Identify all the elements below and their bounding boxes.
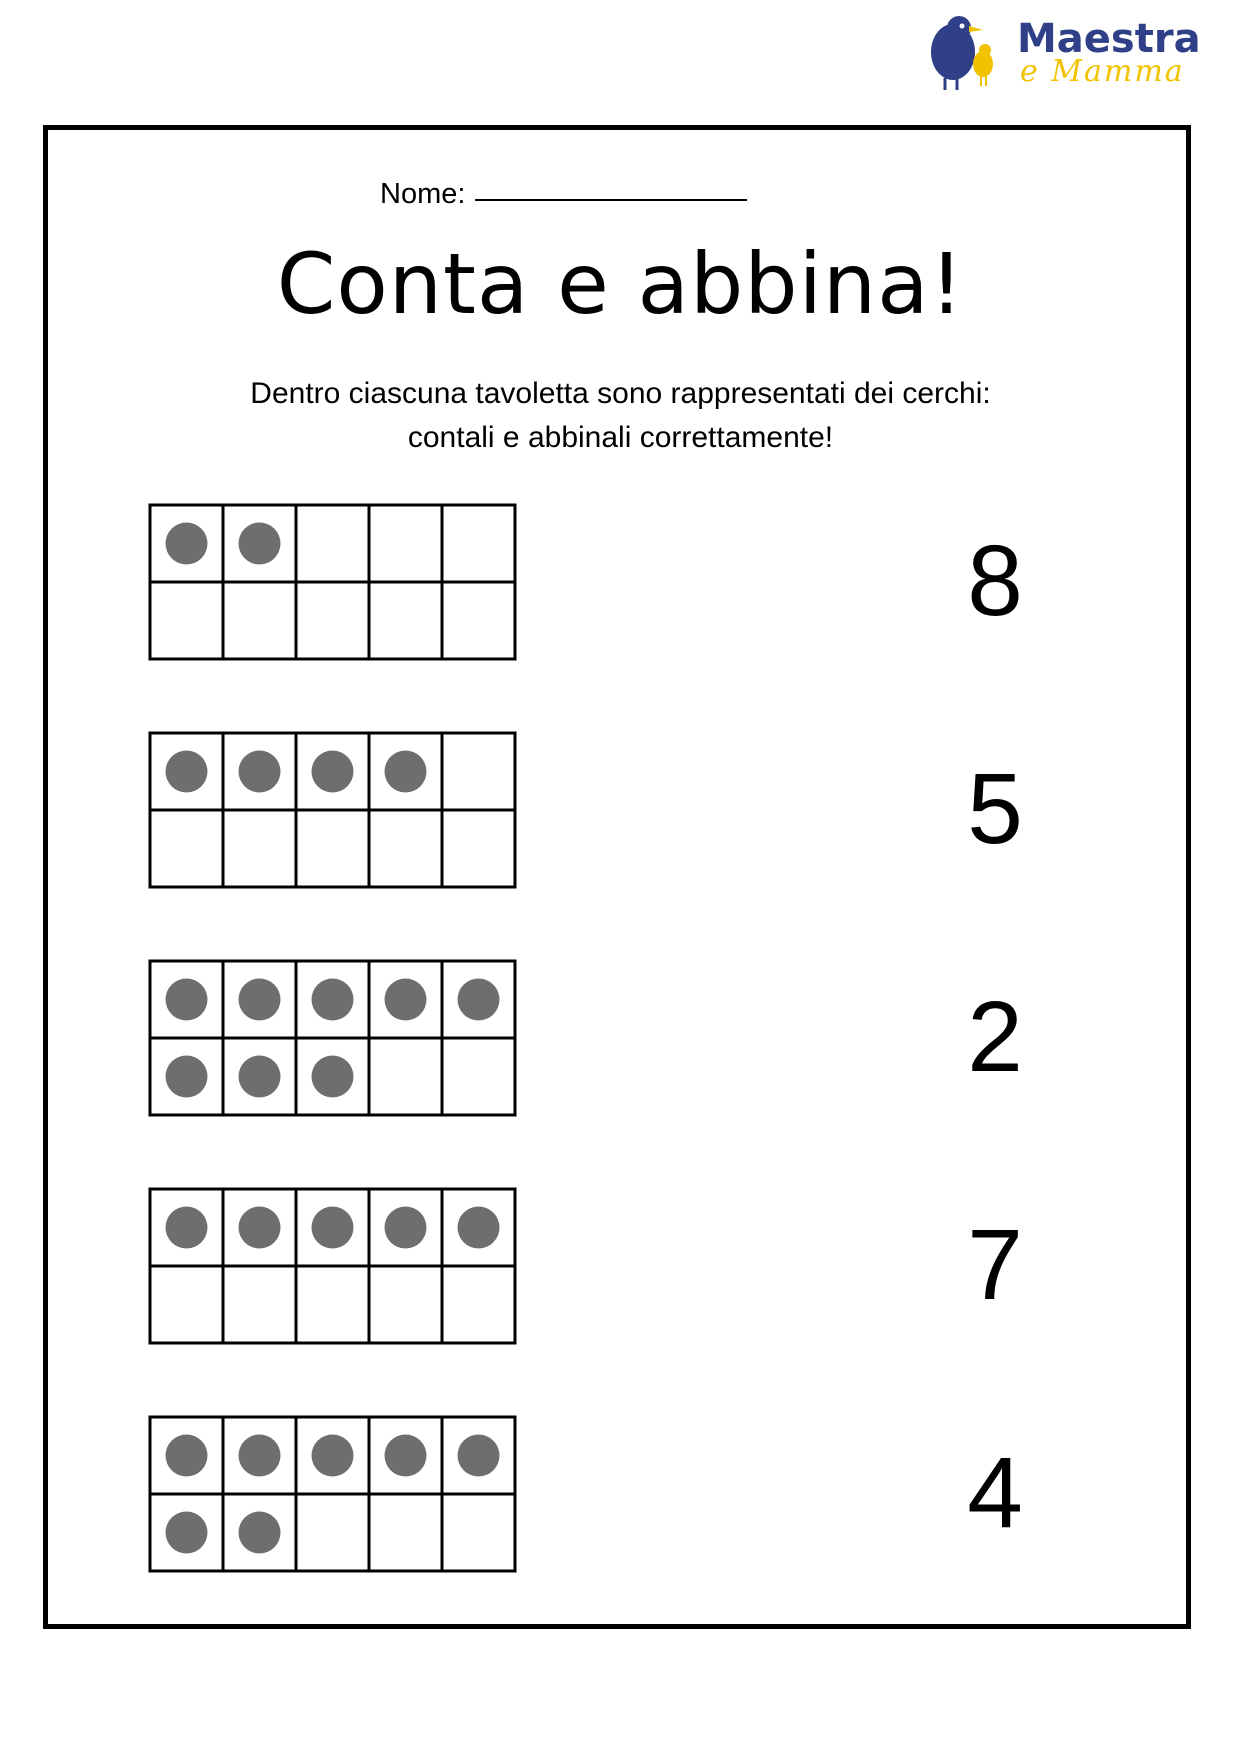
frame-cell — [296, 505, 369, 582]
frame-cell — [442, 582, 515, 659]
brand-name: Maestra — [1017, 16, 1201, 62]
counter-dot — [312, 979, 354, 1021]
counter-dot — [312, 1056, 354, 1098]
ten-frame — [148, 503, 518, 659]
frame-cell — [150, 582, 223, 659]
counter-dot — [385, 1435, 427, 1477]
frame-cell — [442, 1494, 515, 1571]
match-number: 2 — [967, 981, 1023, 1093]
ten-frame-grid — [148, 503, 518, 663]
ten-frame-grid — [148, 1415, 518, 1575]
frame-cell — [442, 810, 515, 887]
ten-frame — [148, 1415, 518, 1571]
counter-dot — [166, 1435, 208, 1477]
counter-dot — [166, 1207, 208, 1249]
worksheet-title: Conta e abbina! — [276, 235, 965, 333]
counter-dot — [239, 751, 281, 793]
counter-dot — [239, 1207, 281, 1249]
ten-frame — [148, 731, 518, 887]
counter-dot — [166, 1056, 208, 1098]
counter-dot — [385, 1207, 427, 1249]
frame-cell — [223, 1266, 296, 1343]
ten-frame — [148, 959, 518, 1115]
frame-cell — [369, 1266, 442, 1343]
counter-dot — [239, 1435, 281, 1477]
ten-frame-grid — [148, 959, 518, 1119]
brand-logo — [925, 8, 1205, 88]
name-row — [380, 178, 747, 211]
frame-cell — [223, 810, 296, 887]
frame-cell — [369, 505, 442, 582]
frame-cell — [150, 1266, 223, 1343]
frame-cell — [369, 1494, 442, 1571]
ten-frame-grid — [148, 1187, 518, 1347]
frame-cell — [369, 582, 442, 659]
counter-dot — [385, 979, 427, 1021]
instructions-line-2: contali e abbinali correttamente! — [407, 421, 834, 454]
name-label: Nome: — [380, 178, 466, 210]
counter-dot — [312, 1435, 354, 1477]
ten-frame-grid — [148, 731, 518, 891]
counter-dot — [166, 751, 208, 793]
counter-dot — [166, 979, 208, 1021]
frame-cell — [150, 810, 223, 887]
frame-cell — [223, 582, 296, 659]
frame-cell — [442, 733, 515, 810]
counter-dot — [312, 751, 354, 793]
counter-dot — [458, 1435, 500, 1477]
instructions — [0, 372, 1241, 460]
counter-dot — [385, 751, 427, 793]
counter-dot — [166, 1512, 208, 1554]
frame-cell — [442, 1266, 515, 1343]
counter-dot — [239, 1512, 281, 1554]
brand-subname: e Mamma — [1020, 54, 1185, 89]
counter-dot — [312, 1207, 354, 1249]
frame-cell — [442, 1038, 515, 1115]
match-number: 8 — [967, 525, 1023, 637]
name-blank-line[interactable] — [475, 199, 747, 201]
frame-cell — [296, 1494, 369, 1571]
frame-cell — [296, 582, 369, 659]
counter-dot — [239, 979, 281, 1021]
bird-icon — [925, 12, 1015, 92]
match-number: 4 — [967, 1437, 1023, 1549]
ten-frame — [148, 1187, 518, 1343]
frame-cell — [296, 1266, 369, 1343]
counter-dot — [239, 523, 281, 565]
counter-dot — [239, 1056, 281, 1098]
counter-dot — [458, 1207, 500, 1249]
frame-cell — [369, 1038, 442, 1115]
frame-cell — [442, 505, 515, 582]
counter-dot — [166, 523, 208, 565]
match-number: 7 — [967, 1209, 1023, 1321]
counter-dot — [458, 979, 500, 1021]
instructions-line-1: Dentro ciascuna tavoletta sono rappresentati dei cerchi: — [250, 377, 991, 410]
match-number: 5 — [967, 753, 1023, 865]
frame-cell — [296, 810, 369, 887]
frame-cell — [369, 810, 442, 887]
